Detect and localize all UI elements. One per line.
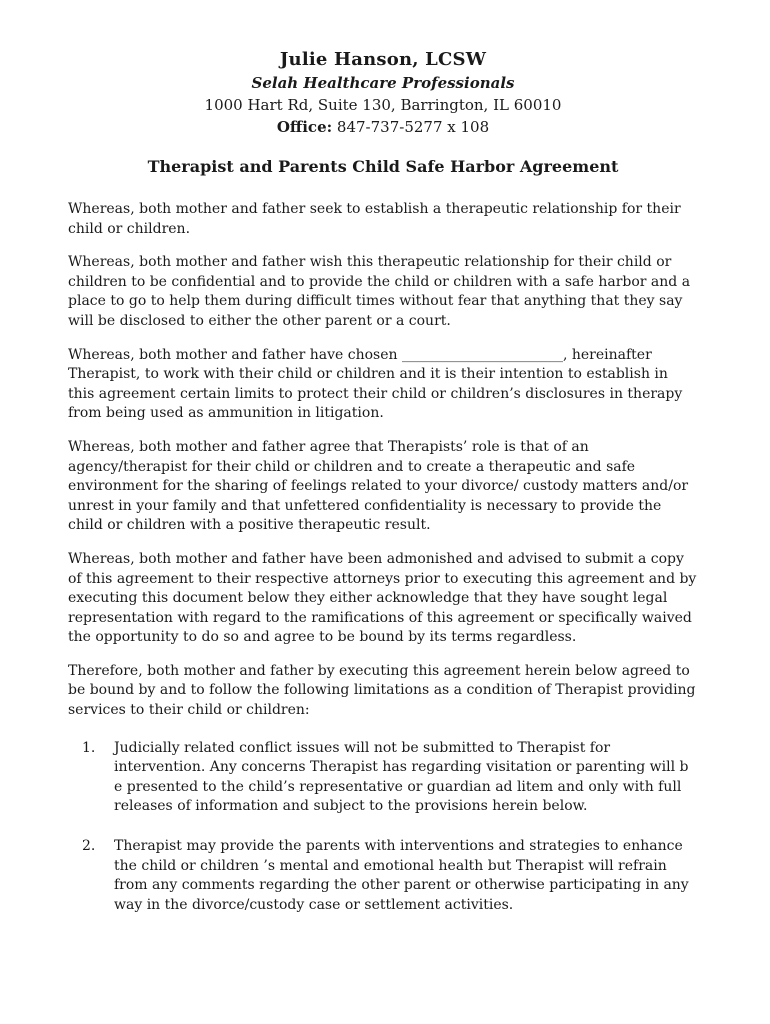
therapist-name: Julie Hanson, LCSW: [279, 49, 487, 70]
document-body: [68, 200, 698, 915]
paragraph: Whereas, both mother and father agree that Therapists’ role is that of an agency/therapist for their child or children and to create a therapeutic and safe environment for the sharing of feelings related to your divorce/ custody matters and/or unrest in your family and that unfettered confidentiality is necessary to provide the child or children with a positive therapeutic result.: [68, 438, 689, 534]
list-item: [68, 837, 698, 915]
list-item-number: 2.: [82, 838, 96, 855]
document-title: Therapist and Parents Child Safe Harbor Agreement: [147, 157, 619, 176]
office-phone: [68, 116, 698, 138]
paragraph: Therefore, both mother and father by executing this agreement herein below agreed to be bound by and to follow the following limitations as a condition of Therapist providing services to their child or children:: [68, 662, 696, 719]
letterhead: [68, 48, 698, 138]
paragraph: Whereas, both mother and father wish this therapeutic relationship for their child or children to be confidential and to provide the child or children with a safe harbor and a place to go to help them during difficult times without fear that anything that they say will be disclosed to either the other parent or a court.: [68, 254, 691, 329]
office-address: 1000 Hart Rd, Suite 130, Barrington, IL 60010: [204, 96, 562, 114]
paragraph: Whereas, both mother and father have been admonished and advised to submit a copy of this agreement to their respective attorneys prior to executing this agreement and by executing this document below they either acknowledge that they have sought legal representation with regard to the ramifications of this agreement or specifically waived the opportunity to do so and agree to be bound by its terms regardless.: [68, 550, 697, 646]
list-item: [68, 739, 698, 817]
paragraph: Whereas, both mother and father seek to establish a therapeutic relationship for their child or children.: [68, 201, 681, 237]
office-label: Office:: [276, 118, 333, 136]
terms-list: [68, 739, 698, 916]
list-item-text: Judicially related conflict issues will not be submitted to Therapist for intervention. Any concerns Therapist has regarding visitation or parenting will b e presented to the child’s representative or guardian ad litem and only with full releases of information and subject to the provisions herein below.: [114, 739, 689, 815]
list-item-text: Therapist may provide the parents with interventions and strategies to enhance the child or children ’s mental and emotional health but Therapist will refrain from any comments regarding the other parent or otherwise participating in any way in the divorce/custody case or settlement activities.: [114, 838, 689, 913]
paragraph: Whereas, both mother and father have chosen _______________________, hereinafter Therapist, to work with their child or children and it is their intention to establish in this agreement certain limits to protect their child or children’s disclosures in therapy from being used as ammunition in litigation.: [68, 346, 683, 422]
company-name: Selah Healthcare Professionals: [251, 74, 515, 92]
list-item-number: 1.: [82, 739, 96, 756]
office-number: 847-737-5277 x 108: [332, 118, 490, 136]
